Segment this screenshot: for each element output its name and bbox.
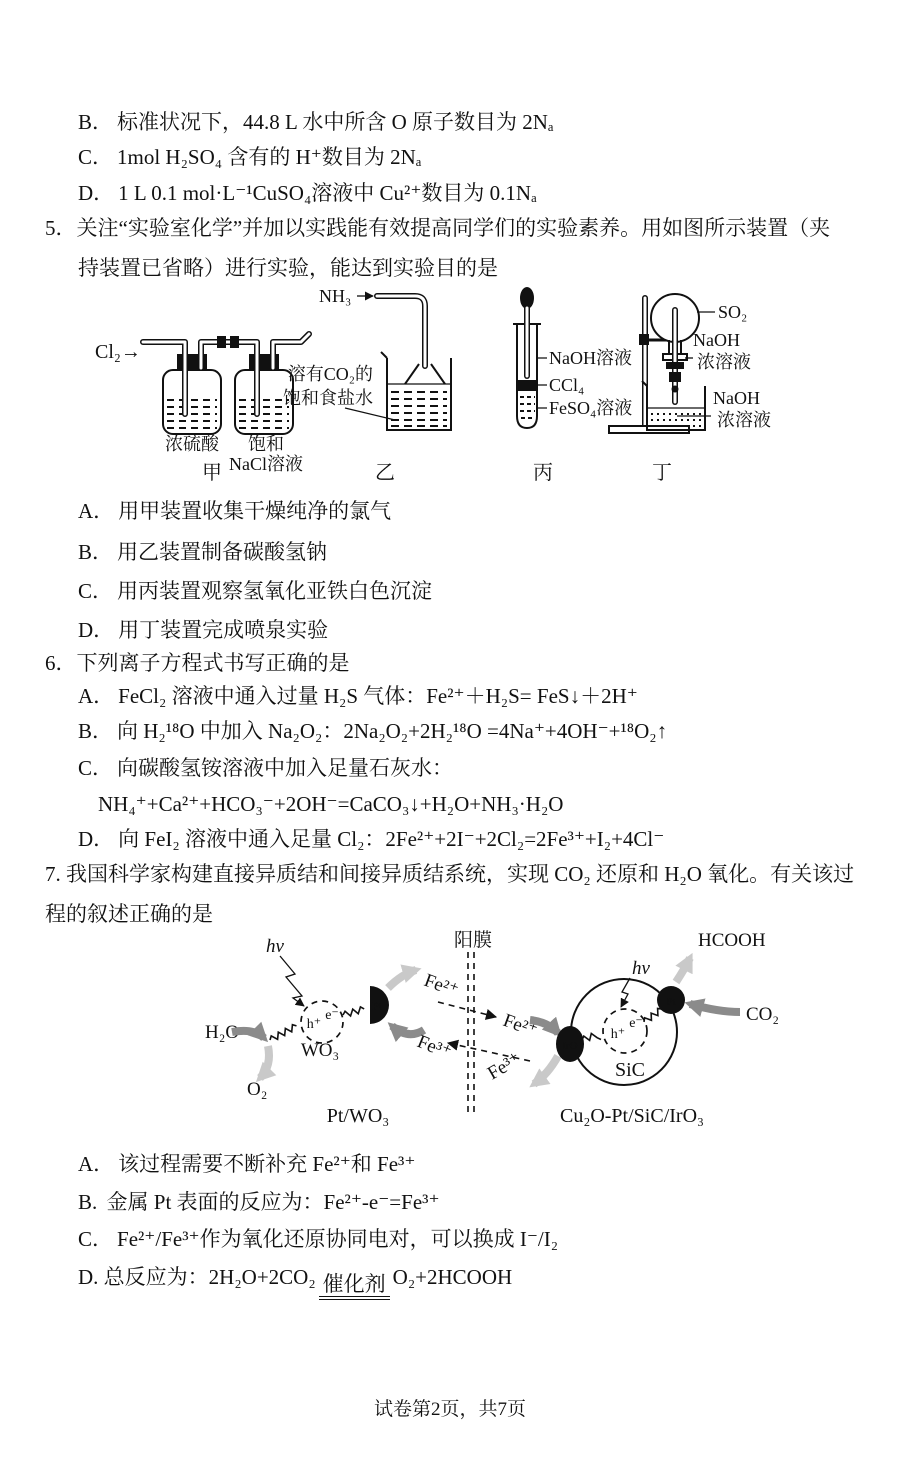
option-label: B. <box>78 1190 103 1214</box>
pt-left-label: Pt <box>371 999 383 1013</box>
hole-label-right: h⁺ <box>610 1027 626 1042</box>
q7-option-d <box>78 1264 512 1300</box>
ding-naoh2-label: NaOH <box>713 388 760 408</box>
apparatus-ding <box>609 294 771 484</box>
option-label: A． <box>78 684 115 708</box>
zigzag-h2o-wo3 <box>269 1023 298 1042</box>
o2-label: O₂ <box>247 1079 268 1100</box>
membrane-label: 阳膜 <box>453 930 493 951</box>
option-text: 用乙装置制备碳酸氢钠 <box>117 540 328 564</box>
option-label: C． <box>78 756 114 780</box>
option-label: B． <box>78 540 114 564</box>
q7-stem-line2: 程的叙述正确的是 <box>45 902 213 926</box>
fe3-out-arrow-right <box>534 1056 558 1084</box>
caption-left: Pt/WO₃ <box>326 1105 390 1127</box>
hcooh-label: HCOOH <box>698 930 766 951</box>
option-label: D． <box>78 618 115 642</box>
zigzag-sic-pt <box>642 1007 663 1025</box>
iro-label: IrO <box>562 1040 578 1052</box>
apparatus-bing <box>513 287 632 484</box>
q5-option-b <box>78 539 327 565</box>
option-label: D． <box>78 181 115 205</box>
q5-stem-line1: 5．关注“实验室化学”并加以实践能有效提高同学们的实验素养。用如图所示装置（夹 <box>45 216 831 240</box>
q4-option-d <box>78 180 537 206</box>
stopper-band <box>666 362 684 369</box>
option-text: 用甲装置收集干燥纯净的氯气 <box>118 499 392 523</box>
option-text: 用丁装置完成喷泉实验 <box>118 618 329 642</box>
beaker-liquid <box>391 392 447 426</box>
equation-prefix: D. 总反应为：2H₂O+2CO₂ <box>78 1265 316 1289</box>
cl2-inlet-label: Cl₂→ <box>95 341 141 363</box>
option-label: B． <box>78 110 114 134</box>
q6-option-b <box>78 718 667 744</box>
catalyst-condition: 催化剂 <box>319 1273 390 1300</box>
caption-right: Cu₂O-Pt/SiC/IrO₃ <box>560 1105 704 1127</box>
leader-lines <box>537 358 547 408</box>
option-label: C． <box>78 1227 114 1251</box>
q4-option-c <box>78 144 422 170</box>
option-text: 向 FeI₂ 溶液中通入足量 Cl₂：2Fe²⁺+2I⁻+2Cl₂=2Fe³⁺+I₂+4Cl⁻ <box>118 827 665 851</box>
option-text: 向碳酸氢铵溶液中加入足量石灰水： <box>117 756 454 780</box>
left-system <box>205 936 461 1127</box>
q7-option-c <box>78 1226 558 1252</box>
heterojunction-diagram <box>180 928 860 1143</box>
so2-label: SO₂ <box>718 302 748 322</box>
q4-option-b <box>78 109 554 135</box>
option-label: B． <box>78 719 114 743</box>
fe2-right-label: Fe²⁺ <box>500 1009 541 1042</box>
tube-connector <box>230 336 239 348</box>
feso4-layer <box>520 397 535 418</box>
fe3-left-group <box>414 1031 454 1063</box>
option-text: Fe²⁺/Fe³⁺作为氧化还原协同电对，可以换成 I⁻/I₂ <box>117 1227 559 1251</box>
label-ding: 丁 <box>652 462 672 484</box>
option-label: A． <box>78 1152 115 1176</box>
page-footer: 试卷第2页，共7页 <box>373 1399 526 1420</box>
fe3-in-arrow-left <box>392 1026 424 1034</box>
bing-feso4-label: FeSO₄溶液 <box>549 398 633 418</box>
bing-ccl4-label: CCl₄ <box>549 375 585 395</box>
zigzag-wo3-pt <box>342 1006 365 1018</box>
ccl4-layer <box>518 380 537 391</box>
option-text: 1 L 0.1 mol·L⁻¹CuSO₄溶液中 Cu²⁺数目为 0.1Nₐ <box>118 181 537 205</box>
option-text: 该过程需要不断补充 Fe²⁺和 Fe³⁺ <box>118 1152 416 1176</box>
o2-arrow <box>260 1046 269 1078</box>
option-label: C． <box>78 145 114 169</box>
droplet <box>672 386 679 393</box>
q6-option-d <box>78 826 664 852</box>
bottle1-liquid <box>167 400 217 428</box>
cation-membrane <box>454 929 492 1112</box>
q5-option-a <box>78 498 391 524</box>
ding-nong1-label: 浓溶液 <box>697 352 751 372</box>
h2o-label: H₂O <box>205 1022 240 1043</box>
electron-label-left: e⁻ <box>325 1008 339 1023</box>
option-text: 向 H₂¹⁸O 中加入 Na₂O₂：2Na₂O₂+2H₂¹⁸O =4Na⁺+4OH⁻+¹⁸O₂↑ <box>117 719 668 743</box>
nh3-label: NH₃ <box>319 286 352 306</box>
tube-connector <box>217 336 226 348</box>
co2-arrow <box>690 1004 740 1012</box>
hv-left-label: hv <box>266 936 284 957</box>
bottle1-label: 浓硫酸 <box>165 434 219 454</box>
option-label: D． <box>78 827 115 851</box>
q7-stem-line1: 7. 我国科学家构建直接异质结和间接异质结系统，实现 CO₂ 还原和 H₂O 氧化。有关该过 <box>45 862 855 886</box>
q6-stem: 6．下列离子方程式书写正确的是 <box>45 651 350 675</box>
fe2-left-label: Fe²⁺ <box>421 969 462 1002</box>
apparatus-yi <box>283 286 451 484</box>
label-jia: 甲 <box>202 462 222 484</box>
lightning-bolt-left <box>280 956 304 1006</box>
fe2-right-group <box>500 1010 540 1042</box>
option-text: 标准状况下，44.8 L 水中所含 O 原子数目为 2Nₐ <box>117 110 554 134</box>
lightning-bolt-right <box>621 978 630 1007</box>
equation-text: NH₄⁺+Ca²⁺+HCO₃⁻+2OH⁻=CaCO₃↓+H₂O+NH₃·H₂O <box>98 792 564 816</box>
yi-liquid-label-line2: 饱和食盐水 <box>283 388 373 408</box>
bing-naoh-label: NaOH溶液 <box>549 348 632 368</box>
fe2-out-arrow-left <box>388 970 416 988</box>
q7-option-a <box>78 1151 415 1177</box>
apparatus-jia <box>95 334 309 484</box>
q7-option-b <box>78 1189 440 1215</box>
option-text: 用丙装置观察氢氧化亚铁白色沉淀 <box>117 579 433 603</box>
fe2-left-group <box>421 970 461 1002</box>
ding-naoh1-label: NaOH <box>693 330 740 350</box>
co2-label: CO₂ <box>746 1004 780 1025</box>
q5-stem-line2: 持装置已省略）进行实验，能达到实验目的是 <box>78 256 498 280</box>
option-label: A． <box>78 499 115 523</box>
option-text: 1mol H₂SO₄ 含有的 H⁺数目为 2Nₐ <box>117 145 422 169</box>
option-text: FeCl₂ 溶液中通入过量 H₂S 气体：Fe²⁺＋H₂S= FeS↓＋2H⁺ <box>118 684 638 708</box>
q6-option-a <box>78 683 638 709</box>
label-yi: 乙 <box>375 462 395 484</box>
washing-bottle-1 <box>163 370 221 434</box>
q5-option-c <box>78 578 432 604</box>
sic-label: SiC <box>614 1059 646 1081</box>
electron-label-right: e⁻ <box>629 1016 643 1031</box>
ding-nong2-label: 浓溶液 <box>717 410 771 430</box>
fe3-left-label: Fe³⁺ <box>414 1031 455 1064</box>
hcooh-arrow <box>676 958 690 982</box>
q5-option-d <box>78 617 328 643</box>
dropper-black <box>669 372 681 382</box>
equation-suffix: O₂+2HCOOH <box>392 1265 513 1289</box>
bottle2-liquid <box>239 400 289 428</box>
pt-right-label: Pt <box>666 996 676 1008</box>
fe3-right-label: Fe³⁺ <box>484 1048 525 1085</box>
q6-option-c <box>78 755 453 781</box>
apparatus-diagram <box>85 280 805 484</box>
bottle2-label-line1: 饱和 <box>248 434 284 454</box>
option-text: 金属 Pt 表面的反应为：Fe²⁺-e⁻=Fe³⁺ <box>106 1190 440 1214</box>
wo3-label: WO₃ <box>300 1040 340 1061</box>
fe3-right-group <box>484 1049 525 1085</box>
option-label: C． <box>78 579 114 603</box>
bottle2-label-line2: NaCl溶液 <box>229 454 303 474</box>
q6-option-c-equation <box>98 791 563 817</box>
clamp-knob <box>639 334 649 345</box>
hole-label-left: h⁺ <box>306 1017 322 1032</box>
fe2-transfer-arrow <box>438 1002 496 1017</box>
hv-right-label: hv <box>632 958 650 979</box>
yi-liquid-label-line1: 溶有CO₂的 <box>287 364 373 384</box>
right-system <box>530 930 779 1127</box>
label-bing: 丙 <box>533 462 553 484</box>
